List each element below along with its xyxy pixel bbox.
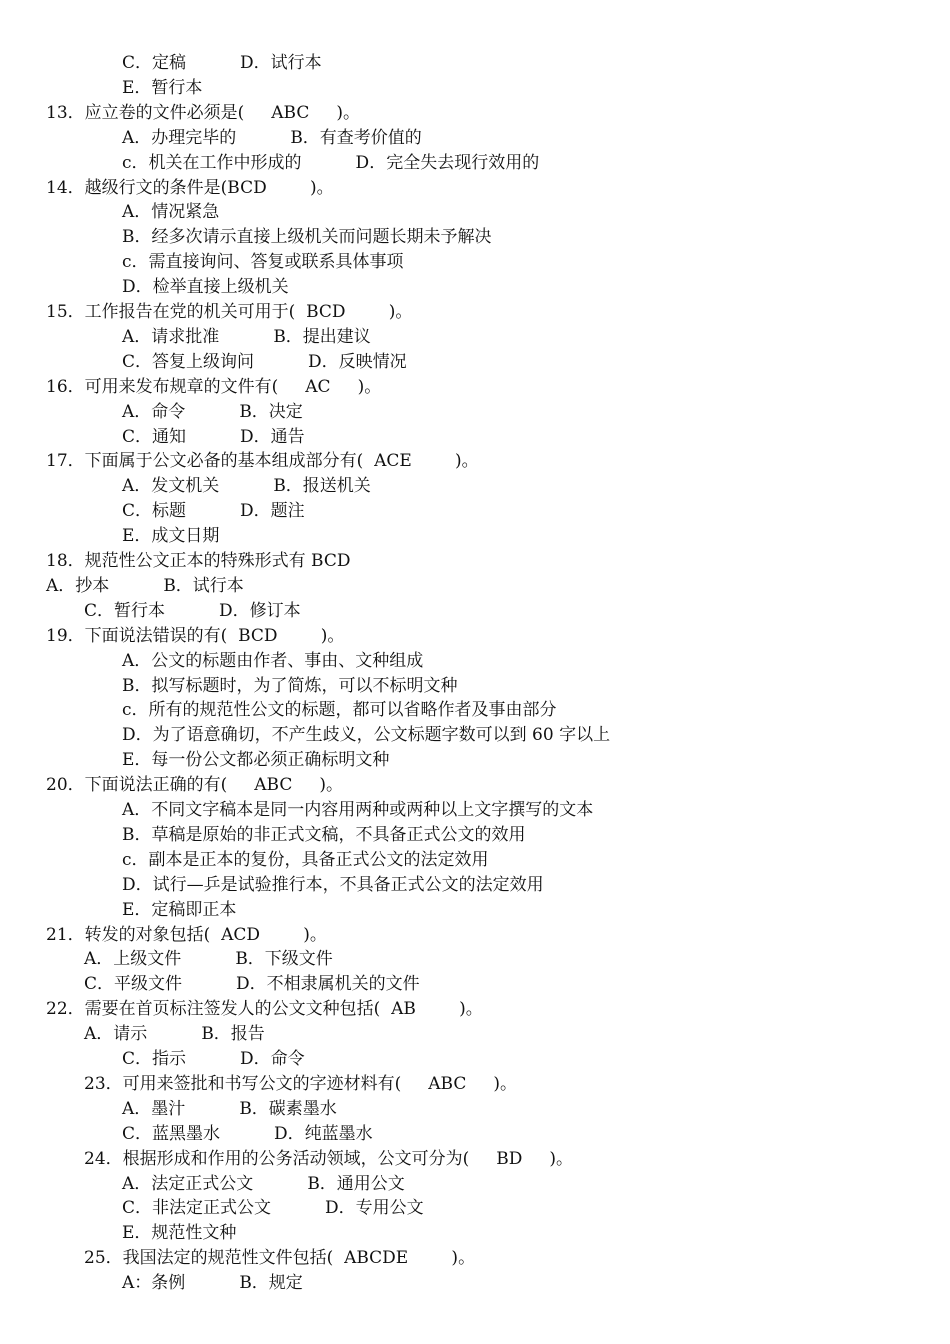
option-line: E．每一份公文都必须正确标明文种	[122, 750, 390, 770]
option-line: B．经多次请示直接上级机关而问题长期未予解决	[122, 227, 492, 247]
option-line: C．定稿 D．试行本	[122, 53, 322, 73]
question-line: 21．转发的对象包括( ACD )。	[46, 925, 327, 945]
option-line: A．发文机关 B．报送机关	[122, 476, 371, 496]
option-line: E．成文日期	[122, 526, 220, 546]
option-line: A．不同文字稿本是同一内容用两种或两种以上文字撰写的文本	[122, 800, 594, 820]
option-line: A．上级文件 B．下级文件	[84, 949, 333, 969]
option-line: A．请求批准 B．提出建议	[122, 327, 371, 347]
option-line: E．暂行本	[122, 78, 203, 98]
option-line: A：条例 B．规定	[122, 1273, 303, 1293]
option-line: c．需直接询问、答复或联系具体事项	[122, 252, 404, 272]
option-line: A．公文的标题由作者、事由、文种组成	[122, 651, 424, 671]
question-line: 15．工作报告在党的机关可用于( BCD )。	[46, 302, 413, 322]
option-line: B．草稿是原始的非正式文稿，不具备正式公文的效用	[122, 825, 526, 845]
option-line: E．规范性文种	[122, 1223, 237, 1243]
option-line: A．墨汁 B．碳素墨水	[122, 1099, 337, 1119]
option-line: A．请示 B．报告	[84, 1024, 265, 1044]
question-line: 22．需要在首页标注签发人的公文文种包括( AB )。	[46, 999, 483, 1019]
option-line: C．平级文件 D．不相隶属机关的文件	[84, 974, 420, 994]
question-line: 14．越级行文的条件是(BCD )。	[46, 178, 334, 198]
question-line: 13．应立卷的文件必须是( ABC )。	[46, 103, 361, 123]
option-line: D．试行—乒是试验推行本，不具备正式公文的法定效用	[122, 875, 544, 895]
option-line: c．所有的规范性公文的标题，都可以省略作者及事由部分	[122, 700, 557, 720]
option-line: C．标题 D．题注	[122, 501, 305, 521]
option-line: D．为了语意确切，不产生歧义，公文标题字数可以到 60 字以上	[122, 725, 611, 745]
question-line: 18．规范性公文正本的特殊形式有 BCD	[46, 551, 351, 571]
question-line: 25．我国法定的规范性文件包括( ABCDE )。	[84, 1248, 476, 1268]
option-line: A．法定正式公文 B．通用公文	[122, 1174, 405, 1194]
option-line: C．暂行本 D．修订本	[84, 601, 301, 621]
option-line: C．通知 D．通告	[122, 427, 305, 447]
option-line: E．定稿即正本	[122, 900, 237, 920]
option-line: B．拟写标题时，为了简炼，可以不标明文种	[122, 676, 458, 696]
question-line: 20．下面说法正确的有( ABC )。	[46, 775, 344, 795]
option-line: C．蓝黑墨水 D．纯蓝墨水	[122, 1124, 373, 1144]
question-line: 24．根据形成和作用的公务活动领域，公文可分为( BD )。	[84, 1149, 574, 1169]
option-line: D．检举直接上级机关	[122, 277, 289, 297]
option-line: A．办理完毕的 B．有查考价值的	[122, 128, 422, 148]
option-line: C．非法定正式公文 D．专用公文	[122, 1198, 424, 1218]
option-line: A．抄本 B．试行本	[46, 576, 244, 596]
option-line: A．命令 B．决定	[122, 402, 303, 422]
option-line: A．情况紧急	[122, 202, 220, 222]
question-line: 17．下面属于公文必备的基本组成部分有( ACE )。	[46, 451, 479, 471]
question-line: 23．可用来签批和书写公文的字迹材料有( ABC )。	[84, 1074, 518, 1094]
option-line: C．答复上级询问 D．反映情况	[122, 352, 407, 372]
question-line: 16．可用来发布规章的文件有( AC )。	[46, 377, 382, 397]
question-line: 19．下面说法错误的有( BCD )。	[46, 626, 345, 646]
option-line: C．指示 D．命令	[122, 1049, 305, 1069]
option-line: c．副本是正本的复份，具备正式公文的法定效用	[122, 850, 489, 870]
option-line: c．机关在工作中形成的 D．完全失去现行效用的	[122, 153, 540, 173]
